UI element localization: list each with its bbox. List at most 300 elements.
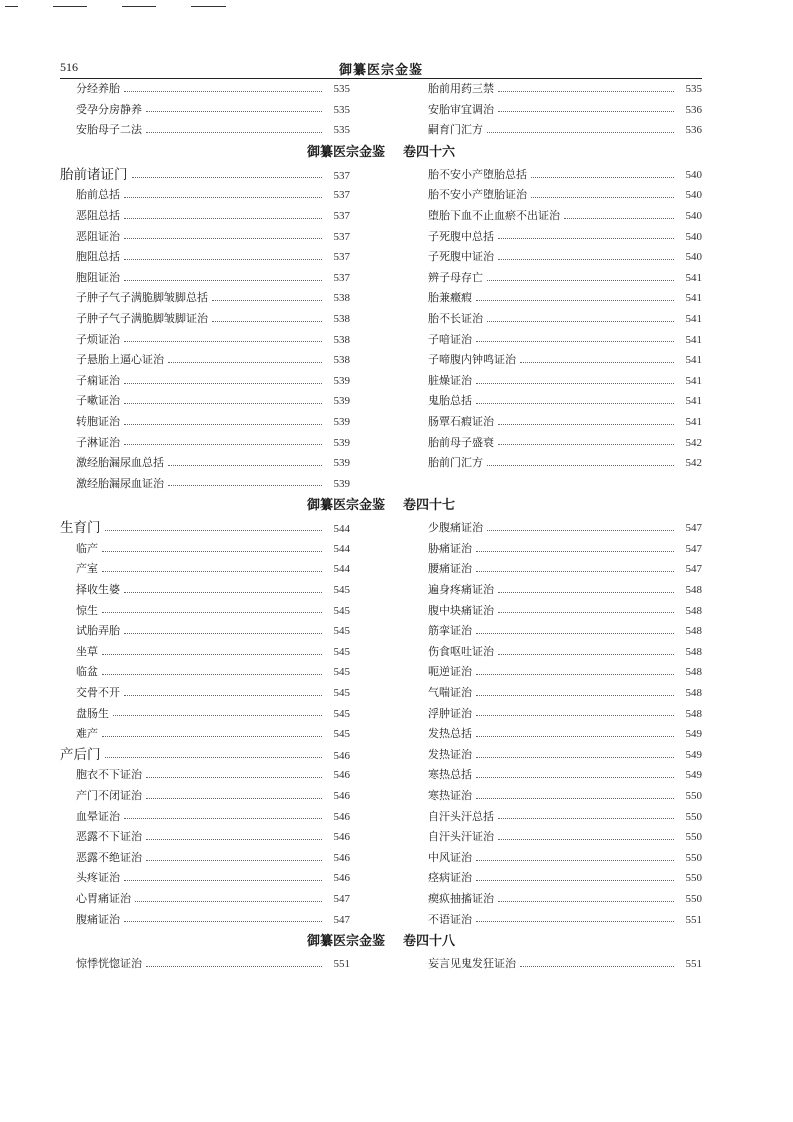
entry-page-number: 539 bbox=[333, 415, 350, 428]
entry-title: 胎不安小产堕胎证治 bbox=[428, 188, 527, 202]
entry-title: 惊生 bbox=[76, 603, 98, 617]
toc-entry[interactable] bbox=[412, 765, 702, 786]
toc-entry[interactable] bbox=[60, 848, 350, 869]
entry-title: 临盆 bbox=[76, 665, 98, 679]
toc-entry[interactable] bbox=[412, 268, 702, 289]
entry-page-number: 545 bbox=[333, 687, 350, 700]
entry-page-number: 545 bbox=[333, 584, 350, 597]
entry-page-number: 546 bbox=[333, 872, 350, 885]
dot-leader bbox=[124, 341, 322, 342]
running-title: 御纂医宗金鉴 bbox=[338, 63, 423, 78]
dot-leader bbox=[105, 530, 323, 531]
toc-section-entry[interactable] bbox=[60, 518, 350, 539]
dot-leader bbox=[146, 111, 322, 112]
dot-leader bbox=[124, 218, 322, 219]
entry-title: 激经胎漏尿血总括 bbox=[76, 456, 164, 470]
volume-book-title: 御纂医宗金鉴 bbox=[306, 934, 385, 950]
toc-entry[interactable] bbox=[60, 100, 350, 121]
dot-leader bbox=[498, 592, 674, 593]
entry-page-number: 546 bbox=[333, 810, 350, 823]
toc-entry[interactable] bbox=[412, 247, 702, 268]
dot-leader bbox=[476, 777, 674, 778]
entry-title: 胞阻总括 bbox=[76, 250, 120, 264]
dot-leader bbox=[102, 612, 322, 613]
entry-page-number: 535 bbox=[333, 83, 350, 95]
entry-page-number: 541 bbox=[685, 292, 702, 305]
entry-page-number: 550 bbox=[685, 790, 702, 802]
dot-leader bbox=[146, 777, 322, 778]
dot-leader bbox=[146, 798, 322, 799]
scan-artifacts bbox=[0, 6, 793, 10]
toc-entry[interactable] bbox=[412, 868, 702, 889]
toc-entry[interactable] bbox=[60, 683, 350, 704]
entry-page-number: 538 bbox=[333, 354, 350, 367]
toc-entry[interactable] bbox=[412, 79, 702, 100]
dot-leader bbox=[124, 592, 322, 593]
toc-entry[interactable] bbox=[412, 371, 702, 392]
dot-leader bbox=[498, 839, 674, 840]
entry-page-number: 551 bbox=[685, 913, 702, 926]
entry-title: 胎前总括 bbox=[76, 188, 120, 202]
dot-leader bbox=[476, 736, 674, 737]
dot-leader bbox=[124, 633, 322, 634]
toc-entry[interactable] bbox=[60, 288, 350, 309]
dot-leader bbox=[487, 321, 674, 322]
toc-entry[interactable] bbox=[60, 559, 350, 580]
entry-page-number: 542 bbox=[685, 457, 702, 470]
entry-title: 交骨不开 bbox=[76, 686, 120, 700]
dot-leader bbox=[124, 695, 322, 696]
toc-section-entry[interactable] bbox=[60, 165, 350, 186]
entry-title: 转胞证治 bbox=[76, 414, 120, 428]
entry-title: 心胃痛证治 bbox=[76, 891, 131, 905]
toc-entry[interactable] bbox=[60, 539, 350, 560]
dot-leader bbox=[124, 91, 322, 92]
entry-page-number: 547 bbox=[333, 913, 350, 926]
entry-title: 寒热总括 bbox=[428, 768, 472, 782]
toc-entry[interactable] bbox=[412, 621, 702, 642]
scan-mark bbox=[122, 6, 156, 7]
toc-entry[interactable] bbox=[412, 330, 702, 351]
entry-title: 子啼腹内钟鸣证治 bbox=[428, 353, 516, 367]
toc-entry[interactable] bbox=[60, 309, 350, 330]
dot-leader bbox=[498, 111, 674, 112]
entry-title: 遍身疼痛证治 bbox=[428, 583, 494, 597]
page-header bbox=[60, 59, 702, 77]
dot-leader bbox=[124, 818, 322, 819]
toc-entry[interactable] bbox=[412, 412, 702, 433]
dot-leader bbox=[124, 880, 322, 881]
dot-leader bbox=[531, 197, 674, 198]
toc-entry[interactable] bbox=[60, 412, 350, 433]
toc-entry[interactable] bbox=[412, 601, 702, 622]
entry-title: 中风证治 bbox=[428, 850, 472, 864]
volume-heading bbox=[60, 930, 702, 954]
dot-leader bbox=[498, 424, 674, 425]
entry-page-number: 549 bbox=[685, 728, 702, 741]
toc-entry[interactable] bbox=[412, 539, 702, 560]
toc-entry[interactable] bbox=[412, 453, 702, 474]
entry-page-number: 548 bbox=[685, 645, 702, 658]
toc-entry[interactable] bbox=[412, 724, 702, 745]
toc-entry[interactable] bbox=[412, 391, 702, 412]
entry-page-number: 538 bbox=[333, 312, 350, 325]
entry-page-number: 545 bbox=[333, 707, 350, 720]
toc-column-left bbox=[60, 165, 350, 495]
toc-entry[interactable] bbox=[60, 268, 350, 289]
entry-page-number: 539 bbox=[333, 374, 350, 387]
entry-page-number: 550 bbox=[685, 810, 702, 823]
dot-leader bbox=[212, 300, 322, 301]
entry-page-number: 549 bbox=[685, 748, 702, 761]
dot-leader bbox=[476, 551, 674, 552]
toc-entry[interactable] bbox=[412, 309, 702, 330]
toc-column-right bbox=[412, 954, 702, 975]
dot-leader bbox=[498, 901, 674, 902]
dot-leader bbox=[476, 695, 674, 696]
entry-page-number: 539 bbox=[333, 457, 350, 470]
entry-title: 少腹痛证治 bbox=[428, 521, 483, 535]
dot-leader bbox=[146, 132, 322, 133]
table-of-contents bbox=[60, 79, 702, 975]
dot-leader bbox=[168, 465, 322, 466]
toc-entry[interactable] bbox=[412, 827, 702, 848]
entry-title: 子痫证治 bbox=[76, 373, 120, 387]
entry-page-number: 548 bbox=[685, 707, 702, 720]
toc-column-right bbox=[412, 165, 702, 495]
toc-entry[interactable] bbox=[60, 765, 350, 786]
entry-title: 恶阻证治 bbox=[76, 229, 120, 243]
dot-leader bbox=[212, 321, 322, 322]
toc-entry[interactable] bbox=[412, 848, 702, 869]
dot-leader bbox=[113, 715, 322, 716]
entry-title: 胎兼癥瘕 bbox=[428, 291, 472, 305]
dot-leader bbox=[498, 818, 674, 819]
entry-page-number: 538 bbox=[333, 333, 350, 346]
entry-page-number: 539 bbox=[333, 395, 350, 408]
entry-page-number: 550 bbox=[685, 831, 702, 844]
dot-leader bbox=[476, 300, 674, 301]
entry-title: 胎前门汇方 bbox=[428, 456, 483, 470]
dot-leader bbox=[520, 362, 674, 363]
entry-page-number: 545 bbox=[333, 666, 350, 679]
entry-title: 分经养胎 bbox=[76, 82, 120, 95]
toc-entry[interactable] bbox=[60, 330, 350, 351]
toc-column-right bbox=[412, 79, 702, 141]
toc-entry[interactable] bbox=[60, 350, 350, 371]
entry-page-number: 546 bbox=[333, 790, 350, 802]
entry-title: 腹痛证治 bbox=[76, 912, 120, 926]
entry-page-number: 539 bbox=[333, 436, 350, 449]
entry-title: 子死腹中总括 bbox=[428, 229, 494, 243]
toc-entry[interactable] bbox=[412, 227, 702, 248]
toc-columns bbox=[60, 165, 702, 495]
toc-entry[interactable] bbox=[412, 745, 702, 766]
entry-title: 恶露不下证治 bbox=[76, 830, 142, 844]
dot-leader bbox=[102, 571, 322, 572]
entry-page-number: 548 bbox=[685, 625, 702, 638]
entry-title: 血晕证治 bbox=[76, 809, 120, 823]
entry-page-number: 541 bbox=[685, 415, 702, 428]
toc-section-entry[interactable] bbox=[60, 745, 350, 766]
entry-page-number: 550 bbox=[685, 892, 702, 905]
entry-page-number: 545 bbox=[333, 645, 350, 658]
entry-title: 难产 bbox=[76, 727, 98, 741]
entry-title: 嗣育门汇方 bbox=[428, 123, 483, 137]
entry-title: 不语证治 bbox=[428, 912, 472, 926]
dot-leader bbox=[498, 444, 674, 445]
entry-title: 浮肿证治 bbox=[428, 706, 472, 720]
entry-title: 胞衣不下证治 bbox=[76, 768, 142, 782]
toc-entry[interactable] bbox=[60, 954, 350, 975]
toc-entry[interactable] bbox=[412, 807, 702, 828]
toc-entry[interactable] bbox=[60, 662, 350, 683]
dot-leader bbox=[102, 654, 322, 655]
toc-entry[interactable] bbox=[60, 704, 350, 725]
toc-entry[interactable] bbox=[412, 120, 702, 141]
toc-column-left bbox=[60, 954, 350, 975]
toc-entry[interactable] bbox=[60, 724, 350, 745]
dot-leader bbox=[124, 197, 322, 198]
entry-title: 胁痛证治 bbox=[428, 541, 472, 555]
toc-entry[interactable] bbox=[60, 827, 350, 848]
dot-leader bbox=[531, 177, 674, 178]
toc-entry[interactable] bbox=[412, 206, 702, 227]
entry-title: 胞阻证治 bbox=[76, 270, 120, 284]
entry-page-number: 547 bbox=[333, 892, 350, 905]
entry-page-number: 550 bbox=[685, 851, 702, 864]
entry-title: 妄言见鬼发狂证治 bbox=[428, 957, 516, 971]
entry-page-number: 540 bbox=[685, 189, 702, 202]
toc-entry[interactable] bbox=[60, 621, 350, 642]
entry-title: 产后门 bbox=[60, 746, 101, 763]
toc-entry[interactable] bbox=[412, 889, 702, 910]
entry-page-number: 537 bbox=[333, 271, 350, 284]
entry-title: 腰痛证治 bbox=[428, 562, 472, 576]
entry-title: 产门不闭证治 bbox=[76, 789, 142, 802]
toc-entry[interactable] bbox=[60, 889, 350, 910]
entry-title: 气喘证治 bbox=[428, 686, 472, 700]
dot-leader bbox=[124, 444, 322, 445]
entry-page-number: 541 bbox=[685, 354, 702, 367]
volume-book-title: 御纂医宗金鉴 bbox=[306, 498, 385, 514]
dot-leader bbox=[476, 341, 674, 342]
entry-page-number: 546 bbox=[333, 769, 350, 782]
dot-leader bbox=[124, 238, 322, 239]
entry-title: 恶露不绝证治 bbox=[76, 850, 142, 864]
entry-title: 伤食呕吐证治 bbox=[428, 644, 494, 658]
entry-page-number: 548 bbox=[685, 604, 702, 617]
toc-entry[interactable] bbox=[60, 79, 350, 100]
entry-title: 受孕分房静养 bbox=[76, 102, 142, 116]
dot-leader bbox=[476, 633, 674, 634]
dot-leader bbox=[520, 966, 674, 967]
entry-page-number: 545 bbox=[333, 728, 350, 741]
entry-title: 发热总括 bbox=[428, 727, 472, 741]
entry-title: 堕胎下血不止血瘀不出证治 bbox=[428, 208, 560, 222]
scan-mark bbox=[191, 6, 226, 7]
dot-leader bbox=[102, 551, 322, 552]
entry-page-number: 548 bbox=[685, 666, 702, 679]
dot-leader bbox=[135, 901, 322, 902]
entry-page-number: 547 bbox=[685, 522, 702, 535]
entry-title: 子悬胎上逼心证治 bbox=[76, 353, 164, 367]
dot-leader bbox=[105, 757, 323, 758]
dot-leader bbox=[132, 177, 323, 178]
entry-page-number: 541 bbox=[685, 333, 702, 346]
toc-entry[interactable] bbox=[412, 683, 702, 704]
toc-entry[interactable] bbox=[412, 786, 702, 807]
toc-entry[interactable] bbox=[60, 786, 350, 807]
dot-leader bbox=[124, 259, 322, 260]
toc-entry[interactable] bbox=[60, 601, 350, 622]
entry-title: 自汗头汗总括 bbox=[428, 809, 494, 823]
dot-leader bbox=[564, 218, 674, 219]
entry-title: 胎不长证治 bbox=[428, 311, 483, 325]
entry-page-number: 544 bbox=[333, 542, 350, 555]
entry-title: 子喑证治 bbox=[428, 332, 472, 346]
toc-entry[interactable] bbox=[60, 474, 350, 495]
scan-mark bbox=[53, 6, 87, 7]
entry-title: 胎前用药三禁 bbox=[428, 82, 494, 95]
entry-page-number: 537 bbox=[333, 189, 350, 202]
entry-page-number: 551 bbox=[333, 958, 350, 971]
toc-entry[interactable] bbox=[412, 704, 702, 725]
dot-leader bbox=[476, 880, 674, 881]
page-number: 516 bbox=[60, 60, 78, 74]
toc-columns bbox=[60, 954, 702, 975]
entry-page-number: 546 bbox=[333, 831, 350, 844]
entry-page-number: 535 bbox=[685, 83, 702, 95]
entry-page-number: 540 bbox=[685, 230, 702, 243]
toc-entry[interactable] bbox=[60, 642, 350, 663]
toc-entry[interactable] bbox=[60, 371, 350, 392]
entry-page-number: 545 bbox=[333, 625, 350, 638]
toc-entry[interactable] bbox=[60, 227, 350, 248]
toc-entry[interactable] bbox=[412, 518, 702, 539]
toc-entry[interactable] bbox=[412, 288, 702, 309]
toc-entry[interactable] bbox=[60, 247, 350, 268]
toc-entry[interactable] bbox=[60, 433, 350, 454]
toc-entry[interactable] bbox=[60, 868, 350, 889]
entry-page-number: 537 bbox=[333, 209, 350, 222]
entry-title: 激经胎漏尿血证治 bbox=[76, 476, 164, 490]
toc-entry[interactable] bbox=[412, 185, 702, 206]
entry-page-number: 548 bbox=[685, 584, 702, 597]
entry-title: 安胎审宜调治 bbox=[428, 102, 494, 116]
entry-page-number: 545 bbox=[333, 604, 350, 617]
dot-leader bbox=[498, 654, 674, 655]
entry-page-number: 538 bbox=[333, 292, 350, 305]
entry-page-number: 541 bbox=[685, 395, 702, 408]
toc-entry[interactable] bbox=[412, 559, 702, 580]
volume-heading bbox=[60, 141, 702, 165]
volume-heading bbox=[60, 494, 702, 518]
dot-leader bbox=[498, 259, 674, 260]
toc-entry[interactable] bbox=[412, 954, 702, 975]
dot-leader bbox=[498, 238, 674, 239]
toc-columns bbox=[60, 518, 702, 930]
toc-entry[interactable] bbox=[60, 391, 350, 412]
toc-entry[interactable] bbox=[60, 206, 350, 227]
dot-leader bbox=[146, 860, 322, 861]
volume-number: 卷四十七 bbox=[403, 498, 456, 514]
entry-title: 子淋证治 bbox=[76, 435, 120, 449]
dot-leader bbox=[102, 674, 322, 675]
entry-page-number: 536 bbox=[685, 124, 702, 137]
entry-title: 瘈疭抽搐证治 bbox=[428, 891, 494, 905]
toc-entry[interactable] bbox=[60, 580, 350, 601]
entry-page-number: 540 bbox=[685, 251, 702, 264]
entry-title: 胎前诸证门 bbox=[60, 166, 128, 183]
entry-title: 肠覃石瘕证治 bbox=[428, 414, 494, 428]
entry-page-number: 550 bbox=[685, 872, 702, 885]
entry-title: 盘肠生 bbox=[76, 706, 109, 720]
dot-leader bbox=[476, 921, 674, 922]
toc-entry[interactable] bbox=[60, 185, 350, 206]
dot-leader bbox=[476, 571, 674, 572]
entry-title: 产室 bbox=[76, 562, 98, 576]
entry-page-number: 535 bbox=[333, 124, 350, 137]
toc-column-left bbox=[60, 79, 350, 141]
entry-title: 试胎弄胎 bbox=[76, 624, 120, 638]
toc-entry[interactable] bbox=[60, 453, 350, 474]
entry-page-number: 539 bbox=[333, 477, 350, 490]
entry-title: 筋挛证治 bbox=[428, 624, 472, 638]
toc-entry[interactable] bbox=[412, 100, 702, 121]
toc-entry[interactable] bbox=[412, 433, 702, 454]
toc-entry[interactable] bbox=[412, 350, 702, 371]
toc-entry[interactable] bbox=[412, 580, 702, 601]
toc-entry[interactable] bbox=[412, 662, 702, 683]
entry-page-number: 535 bbox=[333, 103, 350, 116]
dot-leader bbox=[476, 757, 674, 758]
entry-title: 子嗽证治 bbox=[76, 394, 120, 408]
toc-entry[interactable] bbox=[60, 910, 350, 931]
entry-title: 胎不安小产堕胎总括 bbox=[428, 167, 527, 181]
entry-title: 安胎母子二法 bbox=[76, 123, 142, 137]
toc-entry[interactable] bbox=[412, 165, 702, 186]
entry-page-number: 540 bbox=[685, 168, 702, 181]
entry-title: 恶阻总括 bbox=[76, 208, 120, 222]
toc-entry[interactable] bbox=[412, 910, 702, 931]
entry-title: 辨子母存亡 bbox=[428, 270, 483, 284]
toc-entry[interactable] bbox=[60, 807, 350, 828]
scan-mark bbox=[5, 6, 18, 7]
dot-leader bbox=[476, 860, 674, 861]
entry-title: 自汗头汗证治 bbox=[428, 830, 494, 844]
dot-leader bbox=[487, 280, 674, 281]
dot-leader bbox=[146, 839, 322, 840]
dot-leader bbox=[476, 674, 674, 675]
dot-leader bbox=[476, 715, 674, 716]
dot-leader bbox=[498, 612, 674, 613]
entry-title: 发热证治 bbox=[428, 747, 472, 761]
entry-title: 子肿子气子满脆脚皱脚证治 bbox=[76, 311, 208, 325]
volume-book-title: 御纂医宗金鉴 bbox=[306, 144, 385, 160]
toc-column-left bbox=[60, 518, 350, 930]
dot-leader bbox=[124, 424, 322, 425]
entry-page-number: 541 bbox=[685, 312, 702, 325]
entry-page-number: 537 bbox=[333, 230, 350, 243]
entry-page-number: 544 bbox=[333, 563, 350, 576]
entry-page-number: 547 bbox=[685, 542, 702, 555]
toc-entry[interactable] bbox=[412, 642, 702, 663]
toc-columns bbox=[60, 79, 702, 141]
entry-page-number: 549 bbox=[685, 769, 702, 782]
entry-page-number: 540 bbox=[685, 209, 702, 222]
toc-entry[interactable] bbox=[60, 120, 350, 141]
